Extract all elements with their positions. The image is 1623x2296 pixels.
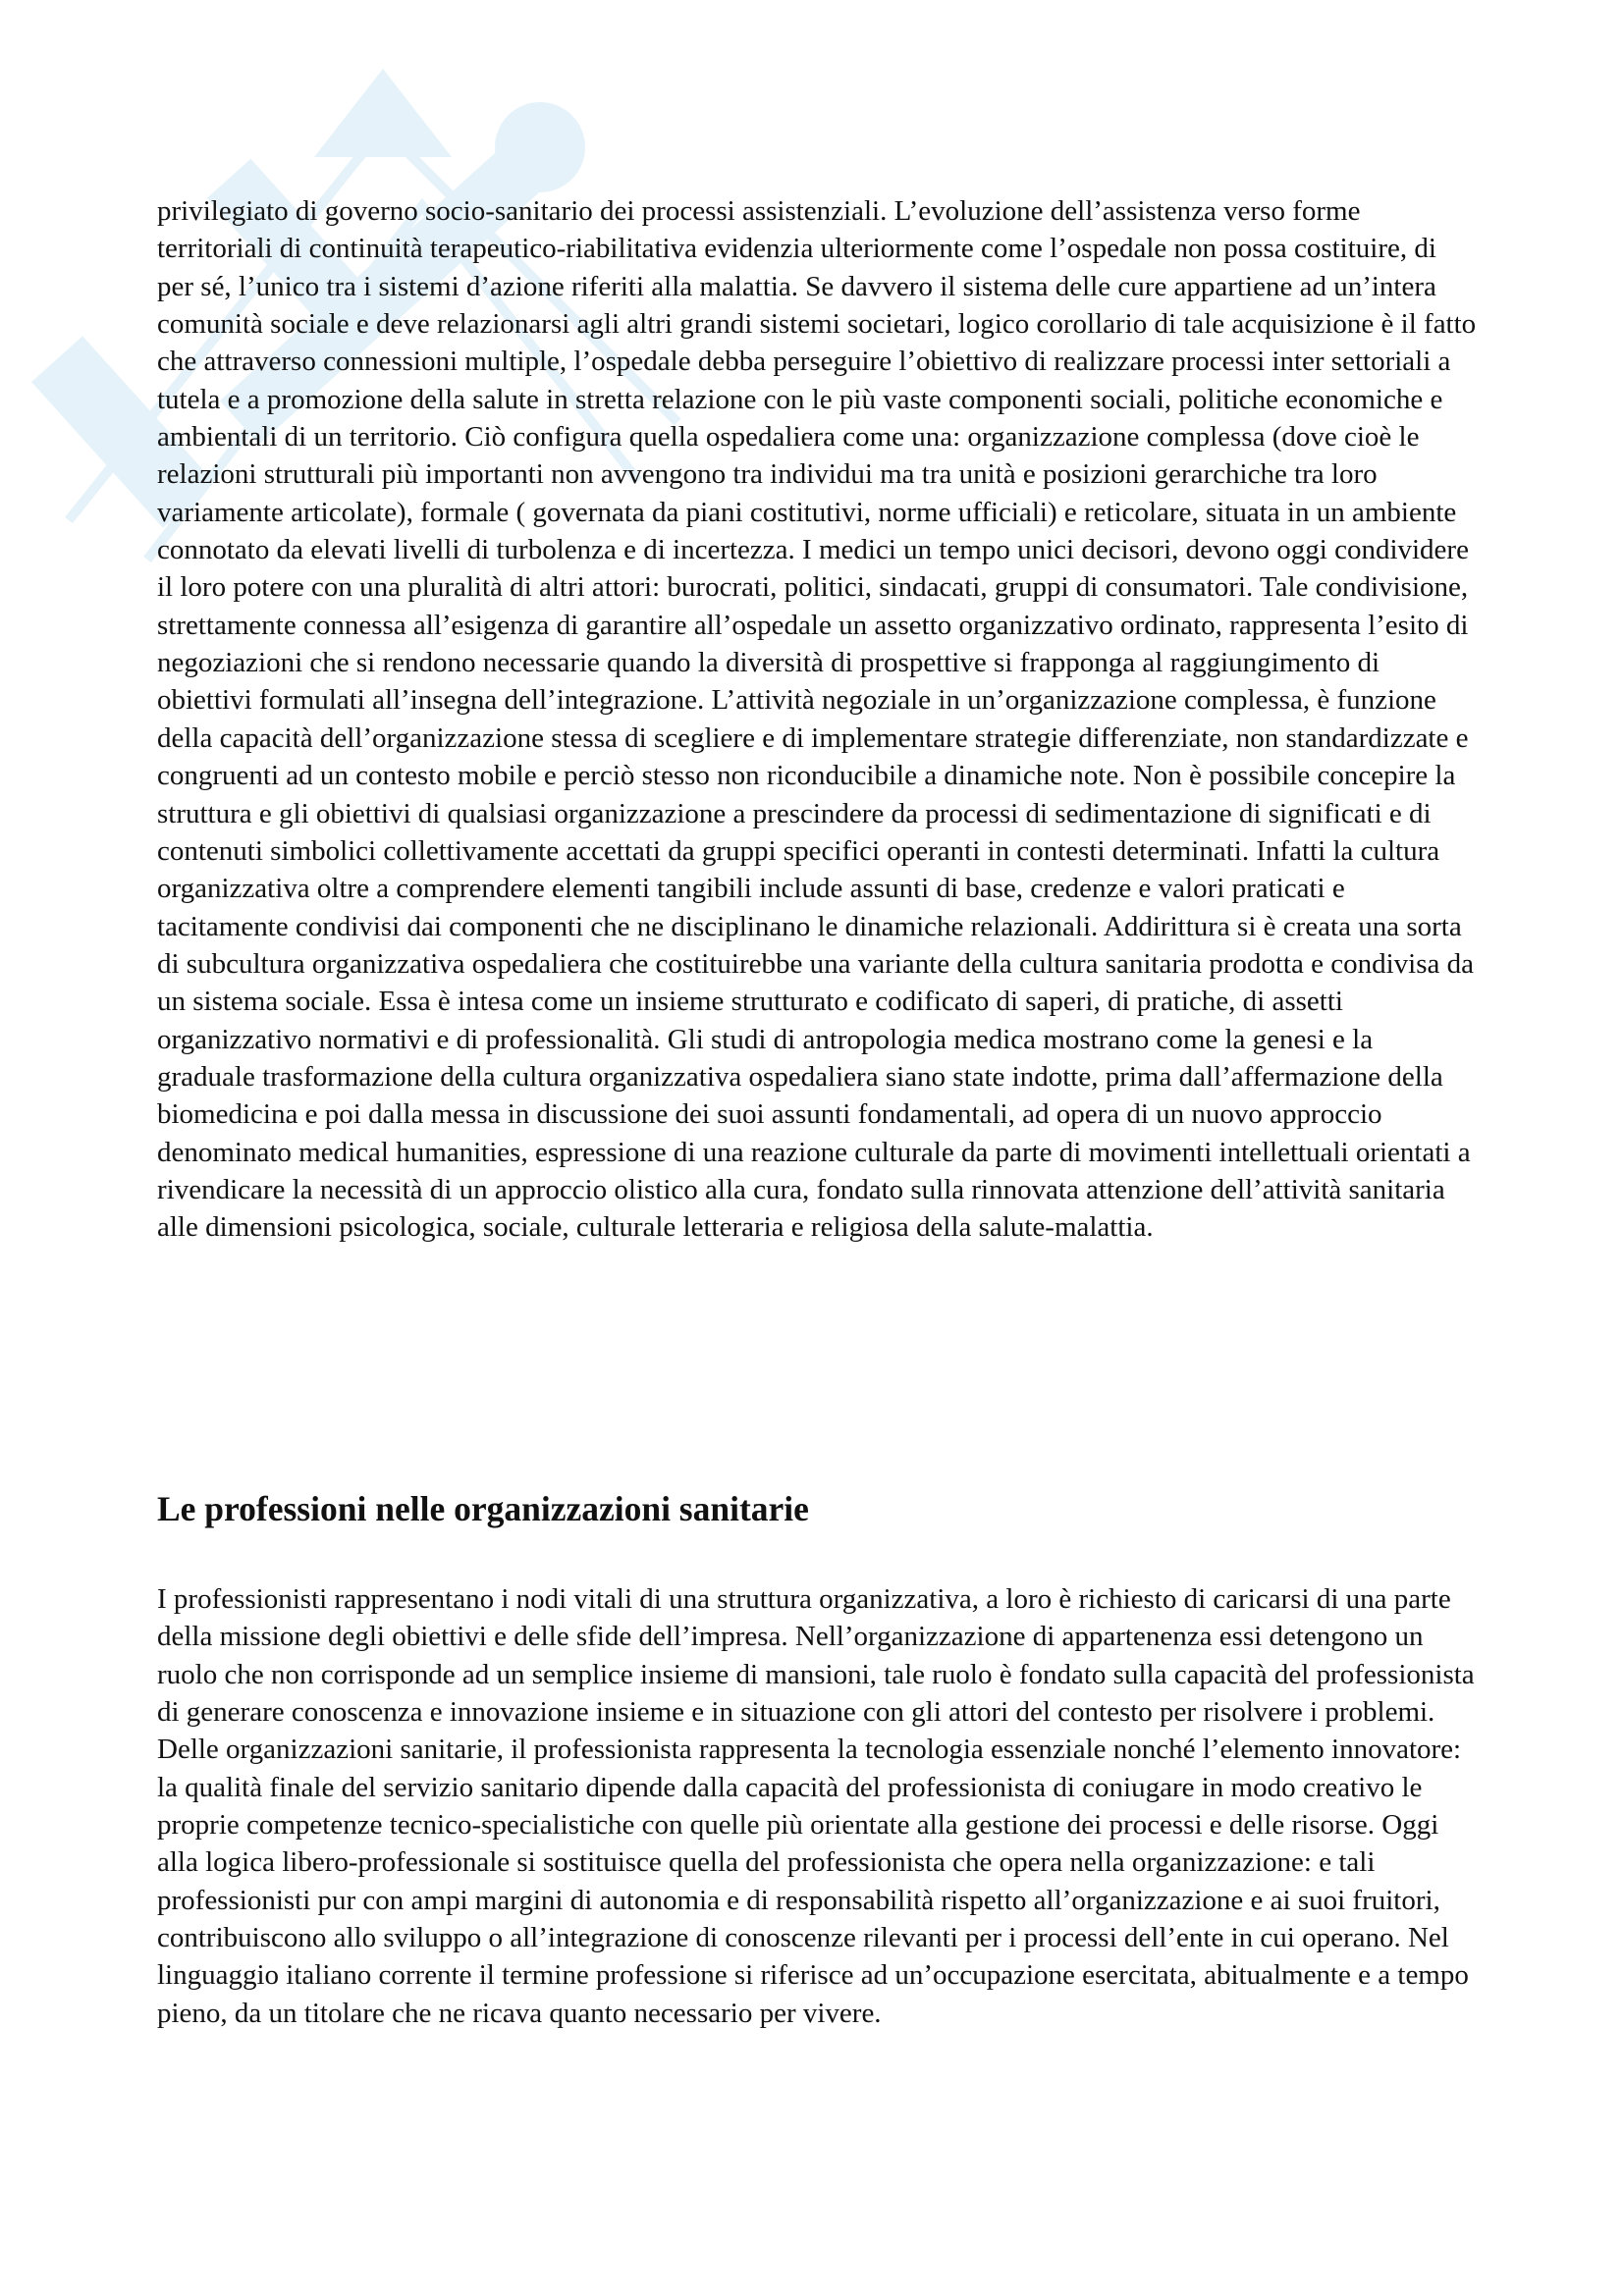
paragraph-text: privilegiato di governo socio-sanitario dei processi assistenziali. L’evoluzione dell’assistenza verso forme territoriali di continuità terapeutico-riabilitativa evidenzia ulteriormente come l’ospedale non possa costituire, di per sé, l’unico tra i sistemi d’azione riferiti alla malattia. Se davvero il sistema delle cure appartiene ad un’intera comunità sociale e deve relazionarsi agli altri grandi sistemi societari, logico corollario di tale acquisizione è il fatto che attraverso connessioni multiple, l’ospedale debba perseguire l’obiettivo di realizzare processi inter settoriali a tutela e a promozione della salute in stretta relazione con le più vaste componenti sociali, politiche economiche e ambientali di un territorio. Ciò configura quella ospedaliera come una: organizzazione complessa (dove cioè le relazioni strutturali più importanti non avvengono tra individui ma tra unità e posizioni gerarchiche tra loro variamente articolate), formale ( governata da piani costitutivi, norme ufficiali) e reticolare, situata in un ambiente connotato da elevati livelli di turbolenza e di incertezza. I medici un tempo unici decisori, devono oggi condividere il loro potere con una pluralità di altri attori: burocrati, politici, sindacati, gruppi di consumatori. Tale condivisione, strettamente connessa all’esigenza di garantire all’ospedale un assetto organizzativo ordinato, rappresenta l’esito di negoziazioni che si rendono necessarie quando la diversità di prospettive si frapponga al raggiungimento di obiettivi formulati all’insegna dell’integrazione. L’attività negoziale in un’organizzazione complessa, è funzione della capacità dell’organizzazione stessa di scegliere e di implementare strategie differenziate, non standardizzate e congruenti ad un contesto mobile e perciò stesso non riconducibile a dinamiche note. Non è possibile concepire la struttura e gli obiettivi di qualsiasi organizzazione a prescindere da processi di sedimentazione di significati e di contenuti simbolici collettivamente accettati da gruppi specifici operanti in contesti determinati. Infatti la cultura organizzativa oltre a comprendere elementi tangibili include assunti di base, credenze e valori praticati e tacitamente condivisi dai componenti che ne disciplinano le dinamiche relazionali. Addirittura si è creata una sorta di subcultura organizzativa ospedaliera che costituirebbe una variante della cultura sanitaria prodotta e condivisa da un sistema sociale. Essa è intesa come un insieme strutturato e codificato di saperi, di pratiche, di assetti organizzativo normativi e di professionalità. Gli studi di antropologia medica mostrano come la genesi e la graduale trasformazione della cultura organizzativa ospedaliera siano state indotte, prima dall’affermazione della biomedicina e poi dalla messa in discussione dei suoi assunti fondamentali, ad opera di un nuovo approccio denominato medical humanities, espressione di una reazione culturale da parte di movimenti intellettuali orientati a rivendicare la necessità di un approccio olistico alla cura, fondato sulla rinnovata attenzione dell’attività sanitaria alle dimensioni psicologica, sociale, culturale letteraria e religiosa della salute-malattia.	[157, 195, 1477, 1244]
body-paragraph-1	[157, 192, 1478, 1247]
section-heading: Le professioni nelle organizzazioni sanitarie	[157, 1489, 809, 1528]
paragraph-text: I professionisti rappresentano i nodi vitali di una struttura organizzativa, a loro è richiesto di caricarsi di una parte della missione degli obiettivi e delle sfide dell’impresa. Nell’organizzazione di appartenenza essi detengono un ruolo che non corrisponde ad un semplice insieme di mansioni, tale ruolo è fondato sulla capacità del professionista di generare conoscenza e innovazione insieme e in situazione con gli attori del contesto per risolvere i problemi. Delle organizzazioni sanitarie, il professionista rappresenta la tecnologia essenziale nonché l’elemento innovatore: la qualità finale del servizio sanitario dipende dalla capacità del professionista di coniugare in modo creativo le proprie competenze tecnico-specialistiche con quelle più orientate alla gestione dei processi e delle risorse. Oggi alla logica libero-professionale si sostituisce quella del professionista che opera nella organizzazione: e tali professionisti pur con ampi margini di autonomia e di responsabilità rispetto all’organizzazione e ai suoi fruitori, contribuiscono allo sviluppo o all’integrazione di conoscenze rilevanti per i processi dell’ente in cui operano. Nel linguaggio italiano corrente il termine professione si riferisce ad un’occupazione esercitata, abitualmente e a tempo pieno, da un titolare che ne ricava quanto necessario per vivere.	[157, 1583, 1475, 2029]
body-paragraph-2	[157, 1580, 1478, 2032]
